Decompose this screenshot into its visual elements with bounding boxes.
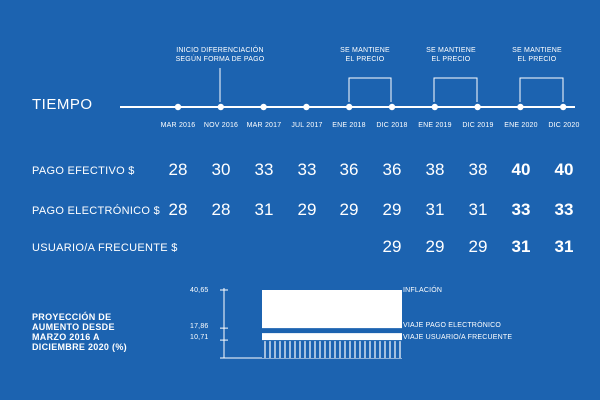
price-value: 33: [254, 160, 274, 179]
price-value: 29: [297, 200, 317, 219]
legend-frecuente: VIAJE USUARIO/A FRECUENTE: [403, 334, 513, 341]
date-label: MAR 2016: [160, 122, 196, 129]
price-value: 31: [254, 200, 274, 219]
price-value: 31: [468, 200, 488, 219]
date-label: ENE 2018: [332, 122, 366, 129]
price-value: 40: [554, 160, 574, 179]
note-line: SE MANTIENE: [340, 47, 390, 54]
date-label: ENE 2020: [504, 122, 538, 129]
bar-frecuente: [262, 340, 402, 358]
tick-label-inflacion: 40,65: [190, 287, 209, 294]
projection-title-line: DICIEMBRE 2020 (%): [32, 342, 127, 352]
price-value: 28: [168, 160, 188, 179]
price-value: 40: [511, 160, 531, 179]
projection-title-line: AUMENTO DESDE: [32, 322, 115, 332]
bar-electronico: [262, 328, 402, 333]
date-label: ENE 2019: [418, 122, 452, 129]
legend-inflacion: INFLACIÓN: [403, 287, 443, 294]
timeline-dot: [517, 104, 523, 110]
timeline-dot: [432, 104, 438, 110]
timeline-dot: [175, 104, 181, 110]
date-label: DIC 2019: [462, 122, 494, 129]
tick-label-electronico: 17,86: [190, 323, 209, 330]
note-line: EL PRECIO: [345, 56, 385, 63]
timeline-title: TIEMPO: [32, 96, 93, 113]
price-value: 28: [168, 200, 188, 219]
price-value: 33: [297, 160, 317, 179]
price-value: 29: [382, 237, 402, 256]
price-value: 31: [511, 237, 531, 256]
price-value: 29: [339, 200, 359, 219]
date-label: MAR 2017: [246, 122, 282, 129]
bracket-2019: [434, 78, 477, 102]
date-label: DIC 2020: [548, 122, 580, 129]
note-line: INICIO DIFERENCIACIÓN: [176, 47, 264, 54]
price-value: 33: [554, 200, 574, 219]
timeline-dot: [389, 104, 395, 110]
legend-electronico: VIAJE PAGO ELECTRÓNICO: [403, 322, 502, 329]
note-line: EL PRECIO: [517, 56, 557, 63]
timeline-dot: [346, 104, 352, 110]
timeline-dot: [218, 104, 224, 110]
note-line: SEGÚN FORMA DE PAGO: [175, 56, 265, 63]
projection-title: [32, 312, 127, 352]
projection-chart: [180, 278, 430, 363]
price-value: 36: [339, 160, 359, 179]
timeline-dot: [560, 104, 566, 110]
price-value: 29: [468, 237, 488, 256]
row-label-frecuente: USUARIO/A FRECUENTE $: [32, 242, 178, 254]
row-label-efectivo: PAGO EFECTIVO $: [32, 165, 135, 177]
timeline-dot: [260, 104, 266, 110]
date-label: DIC 2018: [376, 122, 408, 129]
timeline-dot: [303, 104, 309, 110]
note-line: SE MANTIENE: [426, 47, 476, 54]
note-line: SE MANTIENE: [512, 47, 562, 54]
price-value: 30: [211, 160, 231, 179]
price-value: 29: [425, 237, 445, 256]
tick-label-frecuente: 10,71: [190, 334, 209, 341]
projection-title-line: PROYECCIÓN DE: [32, 312, 112, 322]
price-value: 36: [382, 160, 402, 179]
bracket-2018: [349, 78, 391, 102]
date-label: NOV 2016: [203, 122, 239, 129]
timeline-dot: [474, 104, 480, 110]
note-line: EL PRECIO: [431, 56, 471, 63]
price-value: 31: [554, 237, 574, 256]
price-value: 29: [382, 200, 402, 219]
timeline-graphic: [0, 0, 600, 140]
projection-title-line: MARZO 2016 A: [32, 332, 100, 342]
price-value: 33: [511, 200, 531, 219]
price-value: 38: [468, 160, 488, 179]
price-value: 31: [425, 200, 445, 219]
bracket-2020: [520, 78, 563, 102]
price-value: 28: [211, 200, 231, 219]
date-label: JUL 2017: [291, 122, 323, 129]
price-value: 38: [425, 160, 445, 179]
row-label-electronico: PAGO ELECTRÓNICO $: [32, 205, 161, 217]
